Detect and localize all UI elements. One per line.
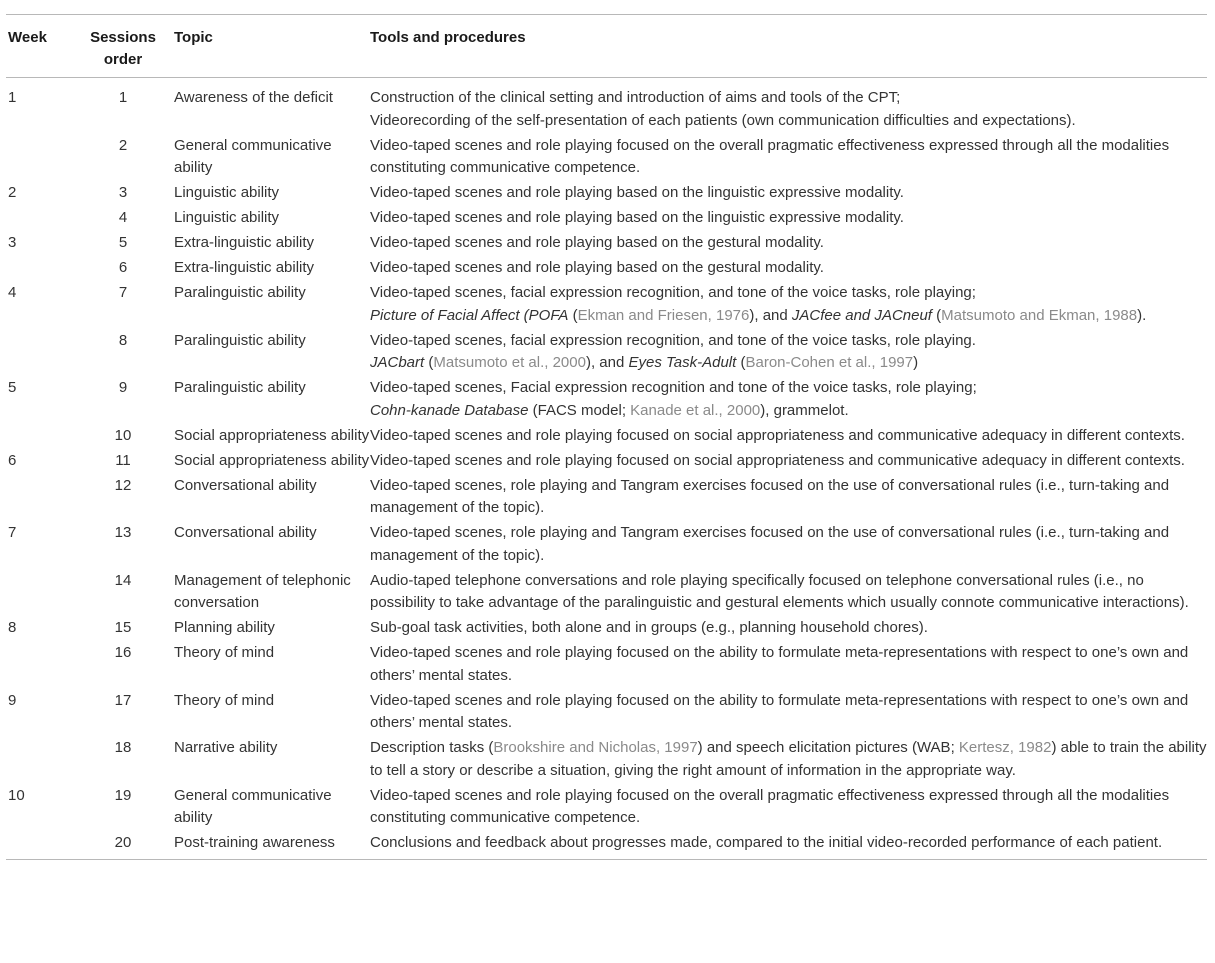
instrument-name: JACbart: [370, 354, 425, 371]
tools-text: ), grammelot.: [760, 401, 849, 419]
header-sessions-line1: Sessions: [90, 29, 156, 46]
session-cell: 5: [118, 234, 128, 251]
session-cell: 11: [115, 451, 131, 469]
table-row: [6, 617, 1207, 640]
tools-text: Video-taped scenes and role playing focused on social appropriateness and communicative adequacy in different contexts.: [370, 451, 1185, 469]
session-cell: 9: [118, 379, 128, 396]
tools-paragraph: [370, 785, 1207, 830]
week-cell: [6, 570, 76, 615]
table-row: [6, 737, 1207, 782]
tools-cell: [370, 832, 1207, 855]
tools-cell: [370, 617, 1207, 640]
tools-text: ), and: [585, 354, 629, 371]
week-cell: 7: [8, 524, 17, 541]
instrument-name: JACfee and JACneuf: [791, 306, 932, 324]
session-cell: 10: [114, 426, 132, 444]
tools-paragraph: [370, 87, 1207, 110]
tools-text: Video-taped scenes and role playing based on the gestural modality.: [370, 234, 824, 251]
topic-cell: Conversational ability: [174, 524, 317, 541]
week-cell: 2: [8, 184, 17, 201]
tools-text: Video-taped scenes, role playing and Tangram exercises focused on the use of conversational rules (i.e., turn-taking and management of the topic).: [370, 524, 1170, 564]
table-row: [6, 785, 1207, 830]
table-row: [6, 690, 1207, 735]
topic-cell: Theory of mind: [174, 644, 275, 661]
week-cell: 3: [8, 234, 17, 251]
topic-cell: Post-training awareness: [174, 834, 335, 851]
tools-text: ) and speech elicitation pictures (WAB;: [697, 739, 959, 756]
tools-cell: [370, 87, 1207, 132]
tools-cell: [370, 282, 1207, 327]
week-cell: 10: [8, 786, 25, 804]
week-cell: [6, 207, 76, 230]
week-cell: [6, 135, 76, 180]
tools-paragraph: [370, 207, 1207, 230]
tools-cell: [370, 377, 1207, 422]
table-row: [6, 475, 1207, 520]
topic-cell: Social appropriateness ability: [174, 451, 370, 469]
session-cell: 19: [114, 786, 132, 804]
citation-text: Matsumoto and Ekman, 1988: [941, 306, 1138, 324]
topic-cell: Paralinguistic ability: [174, 331, 306, 349]
week-cell: [6, 832, 76, 855]
week-cell: [6, 330, 76, 375]
tools-paragraph: [370, 475, 1207, 520]
header-sessions-order: [76, 27, 170, 77]
table-row: [6, 282, 1207, 327]
instrument-name: Picture of Facial Affect (POFA: [370, 306, 569, 324]
tools-paragraph: [370, 737, 1207, 782]
table-row: [6, 330, 1207, 375]
tools-cell: [370, 522, 1207, 567]
week-cell: 9: [8, 691, 17, 709]
tools-paragraph: [370, 110, 1207, 133]
table-row: [6, 570, 1207, 615]
tools-text: Video-taped scenes, facial expression recognition, and tone of the voice tasks, role playing;: [370, 284, 976, 301]
table-row: [6, 135, 1207, 180]
table-row: [6, 832, 1207, 855]
session-cell: 12: [114, 476, 132, 494]
table-row: [6, 450, 1207, 473]
tools-text: (FACS model;: [528, 401, 631, 419]
tools-paragraph: [370, 135, 1207, 180]
citation-text: Ekman and Friesen, 1976: [577, 306, 750, 324]
week-cell: 1: [8, 89, 17, 106]
header-sessions-line2: order: [103, 51, 143, 68]
tools-paragraph: [370, 450, 1207, 473]
tools-paragraph: [370, 425, 1207, 448]
session-cell: 6: [118, 259, 128, 276]
tools-paragraph: [370, 690, 1207, 735]
topic-cell: Theory of mind: [174, 691, 275, 709]
tools-text: ).: [1137, 306, 1147, 324]
tools-text: Sub-goal task activities, both alone and in groups (e.g., planning household chores).: [370, 619, 928, 636]
citation-text: Kanade et al., 2000: [630, 401, 761, 419]
tools-paragraph: [370, 400, 1207, 423]
table-row: [6, 257, 1207, 280]
tools-text: Video-taped scenes, role playing and Tangram exercises focused on the use of conversational rules (i.e., turn-taking and management of the topic).: [370, 476, 1170, 516]
tools-cell: [370, 690, 1207, 735]
week-cell: 4: [8, 284, 17, 301]
table-row: [6, 522, 1207, 567]
tools-text: (: [568, 306, 578, 324]
topic-cell: Paralinguistic ability: [174, 284, 306, 301]
tools-text: (: [424, 354, 434, 371]
tools-paragraph: [370, 182, 1207, 205]
week-cell: [6, 425, 76, 448]
tools-paragraph: [370, 305, 1207, 328]
tools-text: Videorecording of the self-presentation of each patients (own communication difficulties and expectations).: [370, 111, 1076, 129]
tools-cell: [370, 475, 1207, 520]
tools-cell: [370, 257, 1207, 280]
tools-cell: [370, 450, 1207, 473]
table-row: [6, 207, 1207, 230]
tools-text: Video-taped scenes and role playing focused on the ability to formulate meta-representations with respect to one’s own and others’ mental states.: [370, 644, 1189, 684]
week-cell: 6: [8, 451, 17, 469]
topic-cell: Linguistic ability: [174, 209, 280, 226]
session-cell: 4: [118, 209, 128, 226]
tools-paragraph: [370, 832, 1207, 855]
topic-cell: Conversational ability: [174, 476, 317, 494]
instrument-name: Eyes Task-Adult: [628, 354, 737, 371]
week-cell: [6, 642, 76, 687]
tools-text: (: [931, 306, 942, 324]
citation-text: Baron-Cohen et al., 1997: [745, 354, 914, 371]
tools-cell: [370, 570, 1207, 615]
tools-paragraph: [370, 377, 1207, 400]
session-cell: 17: [114, 691, 132, 709]
tools-paragraph: [370, 257, 1207, 280]
topic-cell: Social appropriateness ability: [174, 426, 370, 444]
tools-cell: [370, 182, 1207, 205]
header-topic: Topic: [174, 29, 213, 46]
topic-cell: Extra-linguistic ability: [174, 259, 315, 276]
tools-paragraph: [370, 522, 1207, 567]
topic-cell: Planning ability: [174, 619, 275, 636]
session-cell: 16: [114, 644, 132, 661]
session-cell: 18: [114, 739, 132, 756]
topic-cell: Narrative ability: [174, 739, 278, 756]
week-cell: [6, 737, 76, 782]
tools-text: Video-taped scenes, facial expression recognition, and tone of the voice tasks, role playing.: [370, 331, 976, 349]
tools-text: ): [913, 354, 919, 371]
tools-text: Audio-taped telephone conversations and role playing specifically focused on telephone conversational rules (i.e., no possibility to take advantage of the paralinguistic and gestural elements which usually connote communicative interactions).: [370, 571, 1189, 611]
session-cell: 20: [114, 834, 132, 851]
citation-text: Brookshire and Nicholas, 1997: [493, 739, 698, 756]
session-cell: 8: [118, 331, 128, 349]
tools-paragraph: [370, 352, 1207, 375]
tools-paragraph: [370, 642, 1207, 687]
sessions-table: [6, 14, 1207, 860]
table-row: [6, 87, 1207, 132]
table-header: [6, 15, 1207, 77]
tools-text: Video-taped scenes and role playing focused on the ability to formulate meta-representations with respect to one’s own and others’ mental states.: [370, 691, 1189, 731]
topic-cell: Linguistic ability: [174, 184, 280, 201]
session-cell: 15: [114, 619, 132, 636]
tools-cell: [370, 425, 1207, 448]
topic-cell: Awareness of the deficit: [174, 89, 333, 106]
topic-cell: Management of telephonic conversation: [174, 571, 351, 611]
tools-text: Video-taped scenes and role playing focused on social appropriateness and communicative adequacy in different contexts.: [370, 426, 1185, 444]
tools-text: Video-taped scenes and role playing focused on the overall pragmatic effectiveness expressed through all the modalities constituting communicative competence.: [370, 786, 1170, 826]
bottom-rule: [6, 859, 1207, 860]
tools-text: Video-taped scenes and role playing based on the linguistic expressive modality.: [370, 209, 904, 226]
tools-text: ) able to train the ability to tell a story or describe a situation, giving the right amount of information in the appropriate way.: [370, 739, 1207, 779]
header-tools: Tools and procedures: [370, 29, 526, 46]
tools-text: (: [736, 354, 746, 371]
tools-paragraph: [370, 232, 1207, 255]
table-body: [6, 78, 1207, 859]
week-cell: 5: [8, 379, 17, 396]
tools-text: Video-taped scenes and role playing based on the linguistic expressive modality.: [370, 184, 904, 201]
tools-paragraph: [370, 617, 1207, 640]
tools-text: Video-taped scenes and role playing based on the gestural modality.: [370, 259, 824, 276]
tools-text: Conclusions and feedback about progresses made, compared to the initial video-recorded performance of each patient.: [370, 834, 1163, 851]
tools-cell: [370, 642, 1207, 687]
tools-cell: [370, 737, 1207, 782]
table-row: [6, 377, 1207, 422]
tools-paragraph: [370, 330, 1207, 353]
session-cell: 3: [118, 184, 128, 201]
tools-cell: [370, 207, 1207, 230]
topic-cell: Paralinguistic ability: [174, 379, 306, 396]
tools-cell: [370, 135, 1207, 180]
session-cell: 1: [118, 89, 128, 106]
table-row: [6, 182, 1207, 205]
tools-cell: [370, 785, 1207, 830]
table-row: [6, 232, 1207, 255]
tools-text: Description tasks (: [370, 739, 494, 756]
week-cell: [6, 257, 76, 280]
table-row: [6, 642, 1207, 687]
week-cell: [6, 475, 76, 520]
tools-text: ), and: [749, 306, 792, 324]
tools-paragraph: [370, 282, 1207, 305]
citation-text: Kertesz, 1982: [958, 739, 1052, 756]
tools-paragraph: [370, 570, 1207, 615]
session-cell: 13: [114, 524, 132, 541]
topic-cell: General communicative ability: [174, 786, 332, 826]
tools-text: Video-taped scenes and role playing focused on the overall pragmatic effectiveness expressed through all the modalities constituting communicative competence.: [370, 136, 1170, 176]
tools-cell: [370, 232, 1207, 255]
week-cell: 8: [8, 619, 17, 636]
header-week: Week: [8, 29, 47, 46]
session-cell: 2: [118, 136, 128, 154]
topic-cell: Extra-linguistic ability: [174, 234, 315, 251]
instrument-name: Cohn-kanade Database: [370, 401, 529, 419]
session-cell: 14: [114, 571, 132, 589]
tools-cell: [370, 330, 1207, 375]
table-row: [6, 425, 1207, 448]
tools-text: Video-taped scenes, Facial expression recognition and tone of the voice tasks, role playing;: [370, 379, 977, 396]
session-cell: 7: [118, 284, 128, 301]
tools-text: Construction of the clinical setting and introduction of aims and tools of the CPT;: [370, 89, 901, 106]
citation-text: Matsumoto et al., 2000: [433, 354, 586, 371]
topic-cell: General communicative ability: [174, 136, 332, 176]
